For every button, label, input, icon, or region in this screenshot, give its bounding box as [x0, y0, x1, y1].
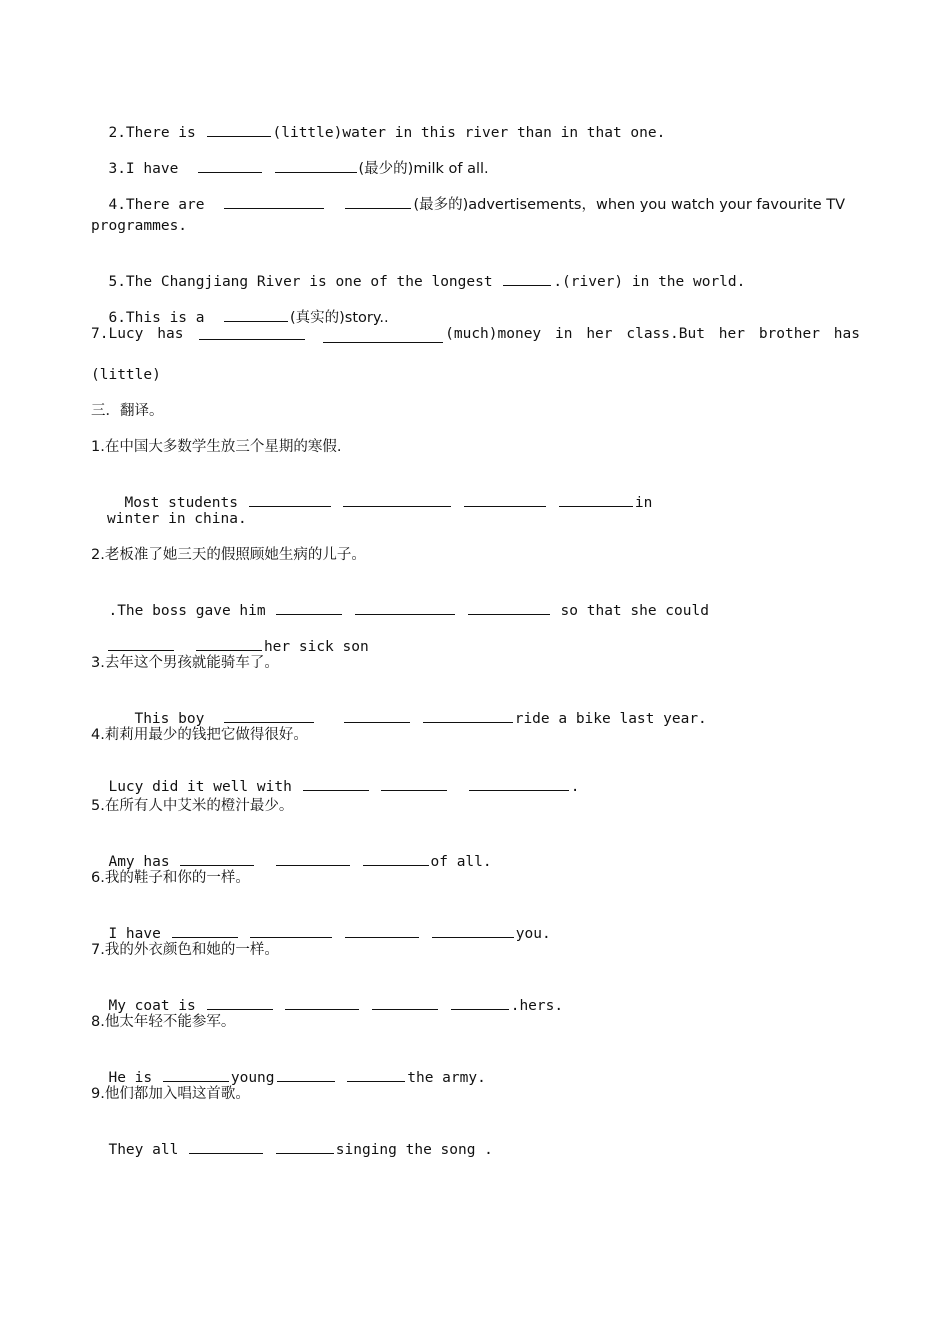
exercise-6-suffix: (真实的)story..: [289, 310, 389, 326]
answer-blank[interactable]: [363, 851, 429, 866]
exercise-7-word: in: [555, 326, 573, 342]
exercise-7-word: (much)money: [445, 326, 542, 342]
question-1-suffix: in: [634, 495, 653, 511]
answer-blank[interactable]: [343, 492, 451, 507]
exercise-3-suffix: (最少的)milk of all.: [358, 161, 489, 177]
exercise-7-word: 7.Lucy: [91, 326, 144, 342]
answer-blank[interactable]: [381, 776, 447, 791]
exercise-5: [91, 253, 745, 291]
answer-blank[interactable]: [196, 636, 262, 651]
answer-blank[interactable]: [276, 851, 350, 866]
question-8-suffix: the army.: [407, 1070, 486, 1086]
question-6-answer: [91, 905, 551, 943]
question-9: 9.他们都加入唱这首歌。: [91, 1086, 250, 1102]
question-7-prefix: My coat is: [108, 998, 196, 1014]
exercise-7-word: her: [718, 326, 745, 342]
exercise-4-prefix: 4.There are: [108, 197, 205, 213]
answer-blank[interactable]: [250, 923, 332, 938]
exercise-5-prefix: 5.The Changjiang River is one of the longest: [108, 274, 493, 290]
answer-blank[interactable]: [559, 492, 633, 507]
exercise-7-word: brother: [758, 326, 820, 342]
answer-blank[interactable]: [275, 158, 357, 173]
answer-blank[interactable]: [198, 158, 262, 173]
question-5-prefix: Amy has: [108, 854, 170, 870]
answer-blank[interactable]: [180, 851, 254, 866]
question-6-suffix: you.: [515, 926, 551, 942]
answer-blank[interactable]: [189, 1139, 263, 1154]
exercise-7: [91, 325, 860, 343]
answer-blank[interactable]: [372, 995, 438, 1010]
question-1-answer: [107, 474, 652, 512]
answer-blank[interactable]: [207, 122, 271, 137]
question-6-prefix: I have: [108, 926, 161, 942]
exercise-3: [91, 140, 489, 178]
exercise-7-word: class.But: [626, 326, 705, 342]
question-9-answer: [91, 1121, 493, 1159]
exercise-4: [91, 176, 845, 214]
question-3-suffix: ride a bike last year.: [514, 711, 707, 727]
question-9-suffix: singing the song .: [335, 1142, 493, 1158]
question-5-suffix: of all.: [430, 854, 492, 870]
exercise-4-continued: programmes.: [91, 218, 188, 234]
question-1-prefix: Most students: [124, 495, 238, 511]
question-8-word: young: [230, 1070, 275, 1086]
exercise-2-prefix: 2.There is: [108, 125, 196, 141]
answer-blank[interactable]: [432, 923, 514, 938]
answer-blank[interactable]: [277, 1067, 335, 1082]
question-1-continued: winter in china.: [107, 511, 247, 527]
question-9-prefix: They all: [108, 1142, 179, 1158]
exercise-6-prefix: 6.This is a: [108, 310, 205, 326]
answer-blank[interactable]: [323, 328, 443, 343]
question-2-suffix-2: her sick son: [263, 639, 369, 655]
exercise-7-group: [321, 325, 541, 343]
answer-blank[interactable]: [224, 708, 314, 723]
section-heading: 三．翻译。: [91, 403, 164, 419]
exercise-4-suffix: (最多的)advertisements，when you watch your favourite TV: [413, 197, 846, 213]
answer-blank[interactable]: [345, 194, 411, 209]
answer-blank[interactable]: [172, 923, 238, 938]
question-8: 8.他太年轻不能参军。: [91, 1014, 236, 1030]
question-8-answer: [91, 1049, 486, 1087]
answer-blank[interactable]: [345, 923, 419, 938]
question-6: 6.我的鞋子和你的一样。: [91, 870, 250, 886]
answer-blank[interactable]: [276, 1139, 334, 1154]
question-3-prefix: This boy: [134, 711, 205, 727]
answer-blank[interactable]: [108, 636, 174, 651]
answer-blank[interactable]: [469, 776, 569, 791]
answer-blank[interactable]: [355, 600, 455, 615]
question-8-prefix: He is: [108, 1070, 153, 1086]
question-4-answer: [91, 758, 579, 796]
exercise-2: [91, 104, 665, 142]
answer-blank[interactable]: [423, 708, 513, 723]
exercise-3-prefix: 3.I have: [108, 161, 179, 177]
question-1: 1.在中国大多数学生放三个星期的寒假.: [91, 439, 342, 455]
question-2-continued: [91, 618, 369, 656]
answer-blank[interactable]: [464, 492, 546, 507]
answer-blank[interactable]: [303, 776, 369, 791]
question-3-answer: [117, 690, 707, 728]
answer-blank[interactable]: [451, 995, 509, 1010]
answer-blank[interactable]: [207, 995, 273, 1010]
answer-blank[interactable]: [344, 708, 410, 723]
exercise-2-suffix: (little)water in this river than in that one.: [272, 125, 666, 141]
question-7: 7.我的外衣颜色和她的一样。: [91, 942, 279, 958]
answer-blank[interactable]: [285, 995, 359, 1010]
answer-blank[interactable]: [347, 1067, 405, 1082]
question-3: 3.去年这个男孩就能骑车了。: [91, 655, 279, 671]
question-5: 5.在所有人中艾米的橙汁最少。: [91, 798, 294, 814]
question-4-prefix: Lucy did it well with: [108, 779, 292, 795]
question-2: 2.老板准了她三天的假照顾她生病的儿子。: [91, 547, 366, 563]
answer-blank[interactable]: [276, 600, 342, 615]
answer-blank[interactable]: [468, 600, 550, 615]
exercise-6: [91, 289, 389, 327]
question-7-answer: [91, 977, 563, 1015]
exercise-7-word: her: [586, 326, 613, 342]
answer-blank[interactable]: [249, 492, 331, 507]
exercise-7-word: has: [157, 326, 184, 342]
question-7-suffix: .hers.: [510, 998, 564, 1014]
question-2-suffix: so that she could: [560, 603, 709, 619]
answer-blank[interactable]: [163, 1067, 229, 1082]
answer-blank[interactable]: [199, 325, 305, 340]
question-5-answer: [91, 833, 492, 871]
answer-blank[interactable]: [224, 194, 324, 209]
question-4: 4.莉莉用最少的钱把它做得很好。: [91, 727, 308, 743]
question-2-prefix: .The boss gave him: [108, 603, 266, 619]
question-4-suffix: .: [570, 779, 580, 795]
answer-blank[interactable]: [224, 307, 288, 322]
exercise-5-suffix: .(river) in the world.: [553, 274, 746, 290]
exercise-7-continued: (little): [91, 367, 161, 383]
exercise-7-word: has: [833, 326, 860, 342]
question-2-answer: [91, 582, 709, 620]
answer-blank[interactable]: [503, 271, 551, 286]
